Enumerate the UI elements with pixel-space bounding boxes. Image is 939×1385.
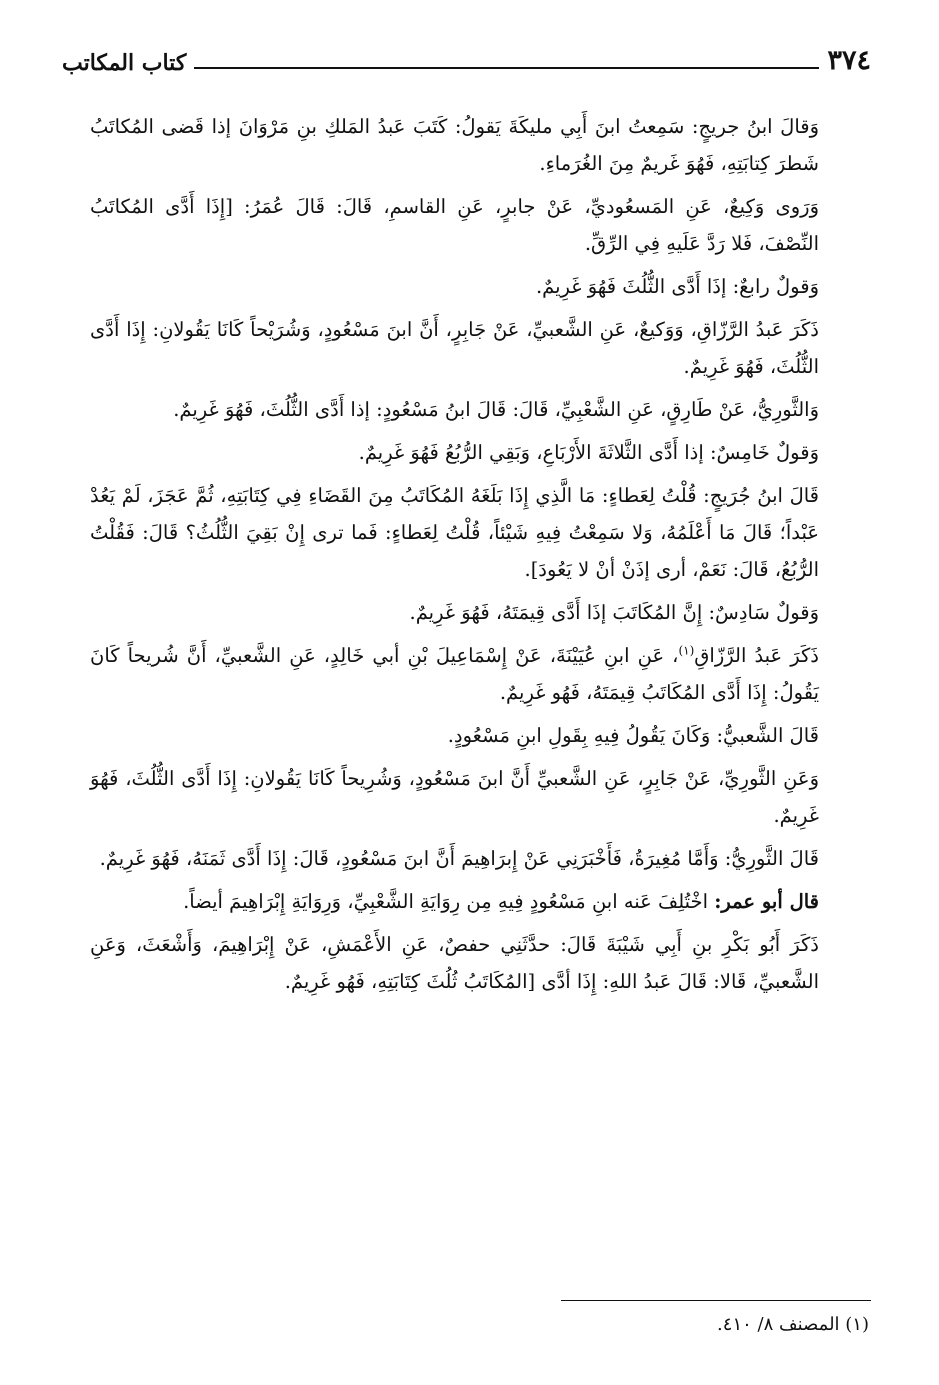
footnote-rule (561, 1300, 871, 1301)
paragraph: قَالَ الشَّعبيُّ: وَكَانَ يَقُولُ فِيهِ بِقَولِ ابنِ مَسْعُودٍ. (447, 724, 819, 747)
paragraph: وَرَوى وَكِيعٌ، عَنِ المَسعُوديِّ، عَنْ جابرٍ، عَنِ القاسمِ، قَالَ: قَالَ عُمَرُ: [إِذَا أَدَّى المُكاتَبُ النِّصْفَ، فَلا رَدَّ عَلَيهِ فِي الرِّقِّ. (90, 195, 819, 255)
paragraph: وَقولٌ خَامِسٌ: إذا أَدَّى الثَّلاثَةَ الأَرْبَاعِ، وَبَقِي الرُّبُعُ فَهُوَ غَرِيمٌ. (358, 441, 819, 464)
page-number: ٣٧٤ (827, 45, 871, 76)
paragraph: وَقولٌ رابعٌ: إذَا أَدَّى الثُّلُثَ فَهُوَ غَرِيمٌ. (535, 275, 819, 298)
author-lead: قال أبو عمر: (714, 890, 819, 913)
footnote: (١) المصنف ٨/ ٤١٠. (717, 1314, 869, 1335)
footnote-reference[interactable]: (١) (678, 643, 695, 658)
paragraph: وَعَنِ الثَّورِيِّ، عَنْ جَابِرٍ، عَنِ الشَّعبيِّ أَنَّ ابنَ مَسْعُودٍ، وَشُرِيحاً كَانَا يَقُولانِ: إِذَا أَدَّى الثُّلُثَ، فَهُوَ غَرِيمٌ. (90, 767, 819, 827)
paragraph: قَالَ ابنُ جُرَيجٍ: قُلْتُ لِعَطاءٍ: مَا الَّذِي إِذَا بَلَغَهُ المُكَاتَبُ مِنَ القَضَاءِ فِي كِتَابَتِهِ، ثُمَّ عَجَزَ، لَمْ يَعُدْ عَبْداً؛ قَالَ مَا أَعْلَمُهُ، وَلا سَمِعْتُ فِيهِ شَيْئاً، قُلْتُ لِعَطاءٍ: فَما ترى إِنْ بَقِيَ الثُّلُثُ؟ قَالَ: فَقُلْتُ الرُّبُعُ، قَالَ: نَعَمْ، أرى إذَنْ أنْ لا يَعُودَ]. (90, 484, 819, 581)
header-rule (194, 67, 819, 69)
paragraph: قال أبو عمر: اخْتُلِفَ عَنه ابنِ مَسْعُودٍ فِيهِ مِن رِوَايَةِ الشَّعْبِيِّ، وَرِوَايَةِ إِبْرَاهِيمَ أيضاً. (183, 890, 819, 913)
paragraph: ذَكَرَ عَبدُ الرَّزّاقِ$^{(١)}$، عَنِ ابنِ عُيَيْنَةَ، عَنْ إِسْمَاعِيلَ بْنِ أبي خَالِدٍ، عَنِ الشَّعبيِّ، أَنَّ شُريحاً كَانَ يَقُولُ: إِذَا أَدَّى المُكَاتَبُ قِيمَتَهُ، فَهُو غَرِيمٌ. (90, 643, 819, 704)
paragraph: وَقالَ ابنُ جريجٍ: سَمِعتُ ابنَ أَبِي مليكَةَ يَقولُ: كَتَبَ عَبدُ المَلكِ بنِ مَرْوَانَ إذا قَضى المُكاتَبُ شَطرَ كِتابَتِهِ، فَهُوَ غَريمٌ مِنَ الغُرَماءِ. (90, 115, 819, 175)
running-title: كتاب المكاتب (62, 50, 187, 76)
main-text (90, 108, 819, 1006)
paragraph: وَقولٌ سَادِسٌ: إِنَّ المُكَاتَبَ إذَا أَدَّى قِيمَتَهُ، فَهُوَ غَرِيمٌ. (409, 601, 819, 624)
page-header (62, 40, 871, 74)
paragraph: ذَكَرَ عَبدُ الرَّزّاقِ، وَوَكيعٌ، عَنِ الشَّعبيِّ، عَنْ جَابِرٍ، أَنَّ ابنَ مَسْعُودٍ، وَشُرَيْحاً كَانَا يَقُولانِ: إِذَا أَدَّى الثُّلُثَ، فَهُوَ غَرِيمٌ. (90, 318, 819, 378)
paragraph: قَالَ الثَّورِيُّ: وَأَمَّا مُغِيرَةُ، فَأَخْبَرَنِي عَنْ إِبرَاهِيمَ أَنَّ ابنَ مَسْعُودٍ، قَالَ: إِذَا أَدَّى ثَمَنَهُ، فَهُوَ غَرِيمٌ. (99, 847, 819, 870)
paragraph: وَالثَّورِيُّ، عَنْ طَارِقٍ، عَنِ الشَّعْبِيِّ، قَالَ: قَالَ ابنُ مَسْعُودٍ: إذا أَدَّى الثُّلُثَ، فَهُوَ غَرِيمٌ. (173, 398, 819, 421)
paragraph: ذَكَرَ أَبُو بَكْرِ بنِ أَبِي شَيْبَةَ قَالَ: حدَّثَنِي حفصٌ، عَنِ الأَعْمَشِ، عَنْ إِبْرَاهِيمَ، وَأَشْعَثَ، وَعَنِ الشَّعبيِّ، قَالا: قَالَ عَبدُ اللهِ: إِذَا أدَّى [المُكَاتَبُ ثُلُثَ كِتَابَتِهِ، فَهُو غَرِيمٌ. (90, 933, 819, 993)
